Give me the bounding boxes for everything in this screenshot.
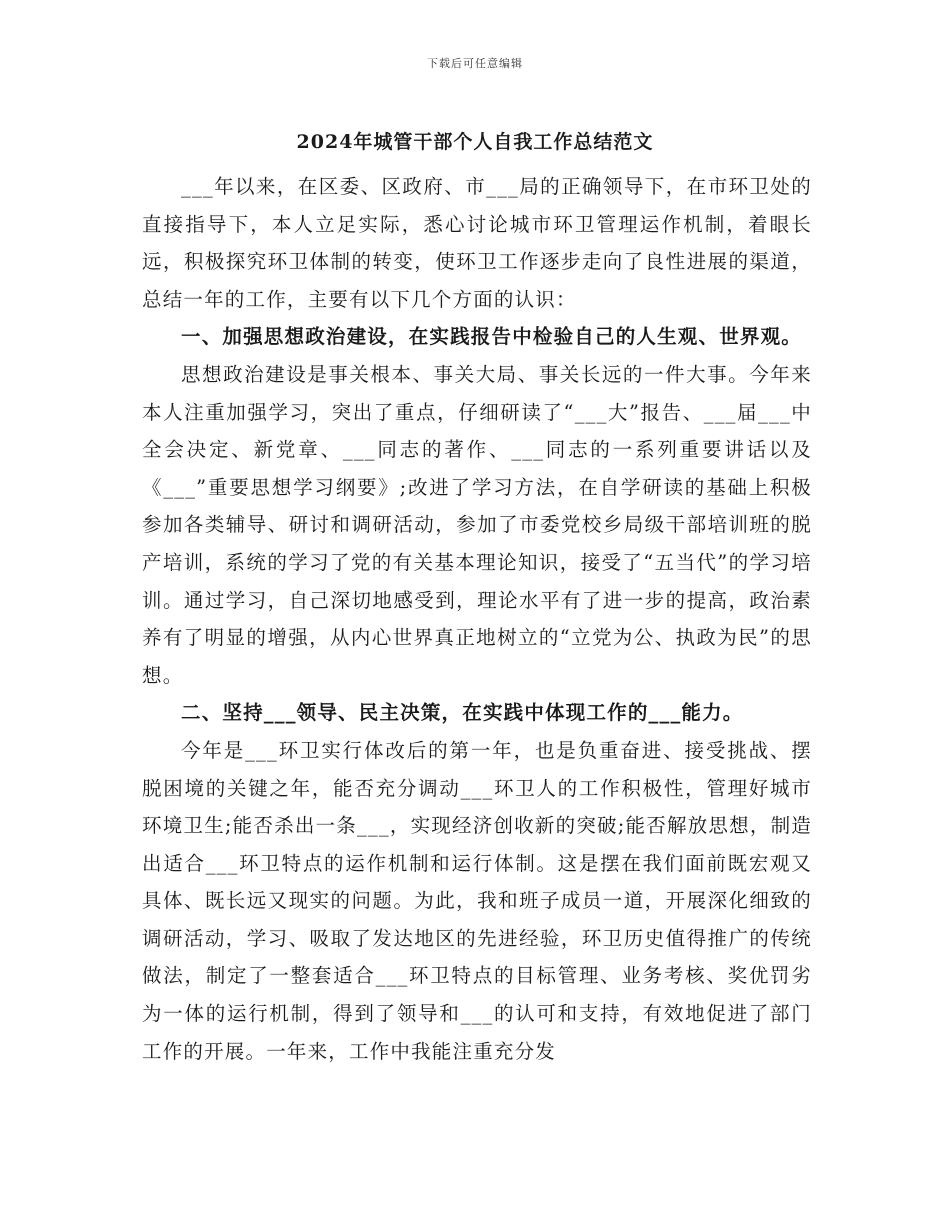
header-note: 下载后可任意编辑 <box>427 57 523 70</box>
paragraph-intro: ___年以来，在区委、区政府、市___局的正确领导下，在市环卫处的直接指导下，本人立足实际，悉心讨论城市环卫管理运作机制，着眼长远，积极探究环卫体制的转变，使环卫工作逐步走向了良性进展的渠道，总结一年的工作，主要有以下几个方面的认识： <box>142 175 812 311</box>
paragraph-reform: 今年是___环卫实行体改后的第一年，也是负重奋进、接受挑战、摆脱困境的关键之年，能否充分调动___环卫人的工作积极性，管理好城市环境卫生;能否杀出一条___，实现经济创收新的突破;能否解放思想，制造出适合___环卫特点的运作机制和运行体制。这是摆在我们面前既宏观又具体、既长远又现实的问题。为此，我和班子成员一道，开展深化细致的调研活动，学习、吸取了发达地区的先进经验，环卫历史值得推广的传统做法，制定了一整套适合___环卫特点的目标管理、业务考核、奖优罚劣为一体的运行机制，得到了领导和___的认可和支持，有效地促进了部门工作的开展。一年来，工作中我能注重充分发 <box>142 738 812 1063</box>
section-heading-1: 一、加强思想政治建设，在实践报告中检验自己的人生观、世界观。 <box>181 325 803 349</box>
document-body <box>142 168 812 1070</box>
paragraph-political-study: 思想政治建设是事关根本、事关大局、事关长远的一件大事。今年来本人注重加强学习，突出了重点，仔细研读了“___大”报告、___届___中全会决定、新党章、___同志的著作、___同志的一系列重要讲话以及《___”重要思想学习纲要》;改进了学习方法，在自学研读的基础上积极参加各类辅导、研讨和调研活动，参加了市委党校乡局级干部培训班的脱产培训，系统的学习了党的有关基本理论知识，接受了“五当代”的学习培训。通过学习，自己深切地感受到，理论水平有了进一步的提高，政治素养有了明显的增强，从内心世界真正地树立的“立党为公、执政为民”的思想。 <box>142 362 812 687</box>
section-heading-2: 二、坚持___领导、民主决策，在实践中体现工作的___能力。 <box>181 701 744 725</box>
document-title: 2024年城管干部个人自我工作总结范文 <box>296 131 654 153</box>
